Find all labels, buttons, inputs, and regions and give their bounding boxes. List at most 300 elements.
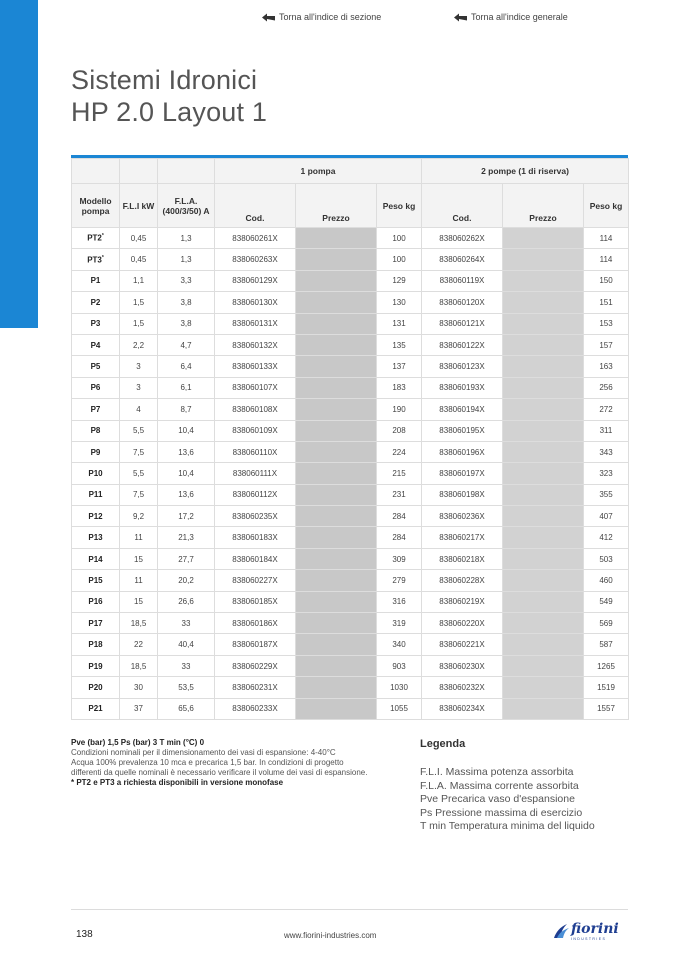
code-double-cell — [422, 506, 503, 527]
fla-cell — [158, 377, 215, 398]
weight-single-cell-text: 279 — [392, 575, 406, 585]
weight-double-cell — [584, 399, 629, 420]
weight-single-cell — [377, 420, 422, 441]
price-single-cell — [296, 249, 377, 270]
price-single-cell — [296, 527, 377, 548]
code-single-cell-text: 838060111X — [232, 468, 278, 478]
code-double-cell-text: 838060220X — [439, 618, 485, 628]
code-single-cell-text: 838060263X — [232, 255, 278, 265]
code-double-cell — [422, 270, 503, 291]
code-double-cell — [422, 334, 503, 355]
fla-cell-text: 20,2 — [178, 575, 194, 585]
price-double-cell — [503, 228, 584, 249]
weight-double-cell-text: 1557 — [597, 704, 615, 714]
weight-single-cell — [377, 634, 422, 655]
code-double-cell — [422, 655, 503, 676]
code-double-cell — [422, 313, 503, 334]
page-title-line2: HP 2.0 Layout 1 — [71, 97, 268, 127]
code-single-cell — [215, 613, 296, 634]
fla-cell-text: 3,8 — [180, 319, 192, 329]
code-double-cell — [422, 441, 503, 462]
fla-cell-text: 3,3 — [180, 276, 192, 286]
page-title-line1: Sistemi Idronici — [71, 65, 258, 95]
weight-single-cell-text: 100 — [392, 255, 406, 265]
fli-cell — [120, 313, 158, 334]
fli-cell — [120, 292, 158, 313]
table-row — [72, 655, 629, 676]
fla-cell-text: 6,1 — [180, 383, 192, 393]
model-cell-text: PT2 — [87, 234, 102, 244]
fla-cell — [158, 548, 215, 569]
weight-single-cell-text: 137 — [392, 362, 406, 372]
weight-double-cell — [584, 228, 629, 249]
table-row — [72, 313, 629, 334]
model-cell-text: PT3 — [87, 255, 102, 265]
model-cell-text: P15 — [88, 575, 103, 585]
price-single-cell — [296, 334, 377, 355]
fli-cell — [120, 548, 158, 569]
price-double-cell — [503, 698, 584, 719]
price-single-cell — [296, 698, 377, 719]
weight-double-cell — [584, 377, 629, 398]
table-row — [72, 698, 629, 719]
code-single-cell-text: 838060110X — [232, 447, 278, 457]
legend-item: F.L.A. Massima corrente assorbita — [420, 779, 579, 792]
weight-double-cell — [584, 613, 629, 634]
fli-cell-text: 0,45 — [130, 255, 147, 265]
fli-cell-text: 11 — [134, 575, 143, 585]
code-double-cell-text: 838060230X — [439, 661, 485, 671]
code-single-cell-text: 838060186X — [232, 618, 278, 628]
fla-cell-text: 1,3 — [180, 233, 192, 243]
price-double-cell — [503, 548, 584, 569]
fli-cell — [120, 399, 158, 420]
fli-cell-text: 3 — [136, 362, 141, 372]
code-single-cell — [215, 441, 296, 462]
pump-table — [71, 158, 629, 720]
fla-cell-text: 65,6 — [178, 704, 194, 714]
weight-double-cell-text: 407 — [599, 511, 613, 521]
price-double-cell — [503, 399, 584, 420]
weight-single-cell-text: 316 — [392, 597, 406, 607]
price-single-cell — [296, 356, 377, 377]
fli-cell — [120, 613, 158, 634]
price-double-cell — [503, 677, 584, 698]
fla-cell — [158, 399, 215, 420]
code-single-cell — [215, 506, 296, 527]
code-single-cell — [215, 634, 296, 655]
price-single-cell — [296, 677, 377, 698]
weight-double-cell — [584, 249, 629, 270]
fla-cell — [158, 249, 215, 270]
model-cell — [72, 441, 120, 462]
fli-cell — [120, 527, 158, 548]
price-double-cell — [503, 313, 584, 334]
price-single-cell — [296, 591, 377, 612]
pump-table-container — [71, 155, 628, 720]
code-single-cell — [215, 228, 296, 249]
fli-cell — [120, 591, 158, 612]
weight-double-cell-text: 114 — [599, 233, 613, 243]
group-header-single: 1 pompa — [215, 159, 422, 184]
footnote-marker: * — [101, 233, 104, 240]
code-single-cell-text: 838060261X — [232, 233, 278, 243]
code-double-cell — [422, 399, 503, 420]
code-double-cell-text: 838060264X — [439, 255, 485, 265]
fla-cell — [158, 591, 215, 612]
code-double-cell-text: 838060219X — [439, 597, 485, 607]
blank-header — [72, 159, 120, 184]
weight-double-cell-text: 355 — [599, 490, 613, 500]
model-cell — [72, 270, 120, 291]
model-cell-text: P7 — [90, 404, 101, 414]
table-row — [72, 463, 629, 484]
fla-cell — [158, 655, 215, 676]
weight-double-cell — [584, 270, 629, 291]
fla-cell-text: 17,2 — [178, 511, 194, 521]
weight-double-cell-text: 343 — [599, 447, 613, 457]
weight-single-cell — [377, 655, 422, 676]
blank-header — [158, 159, 215, 184]
code-double-cell-text: 838060120X — [439, 297, 485, 307]
table-row — [72, 484, 629, 505]
table-row — [72, 356, 629, 377]
weight-single-cell — [377, 506, 422, 527]
code-double-cell-text: 838060197X — [439, 468, 485, 478]
fli-cell — [120, 484, 158, 505]
fla-cell-text: 27,7 — [178, 554, 194, 564]
model-cell-text: P9 — [90, 447, 101, 457]
table-row — [72, 270, 629, 291]
col-header-price: Prezzo — [503, 184, 584, 228]
model-cell-text: P13 — [88, 533, 103, 543]
price-single-cell — [296, 441, 377, 462]
model-cell-text: P3 — [90, 319, 101, 329]
fli-cell — [120, 356, 158, 377]
fli-cell — [120, 463, 158, 484]
weight-single-cell — [377, 441, 422, 462]
section-color-bar — [0, 0, 38, 328]
fli-cell-text: 7,5 — [132, 490, 145, 500]
back-arrow-icon — [454, 13, 467, 22]
weight-double-cell-text: 163 — [599, 362, 613, 372]
col-header-fla: F.L.A. (400/3/50) A — [158, 184, 215, 228]
code-single-cell-text: 838060129X — [232, 276, 278, 286]
weight-single-cell-text: 284 — [392, 533, 406, 543]
weight-single-cell-text: 1055 — [390, 704, 408, 714]
table-row — [72, 613, 629, 634]
code-single-cell — [215, 377, 296, 398]
fli-cell — [120, 270, 158, 291]
fla-cell-text: 40,4 — [178, 640, 194, 650]
weight-single-cell-text: 215 — [392, 468, 406, 478]
fla-cell-text: 33 — [181, 618, 191, 628]
fla-cell-text: 6,4 — [180, 362, 192, 372]
price-single-cell — [296, 506, 377, 527]
code-double-cell — [422, 570, 503, 591]
weight-single-cell-text: 340 — [392, 640, 406, 650]
code-double-cell-text: 838060236X — [439, 511, 485, 521]
weight-double-cell — [584, 570, 629, 591]
code-double-cell-text: 838060198X — [439, 490, 485, 500]
weight-single-cell — [377, 228, 422, 249]
price-single-cell — [296, 270, 377, 291]
code-double-cell — [422, 634, 503, 655]
fli-cell-text: 5,5 — [132, 426, 145, 436]
price-double-cell — [503, 420, 584, 441]
price-single-cell — [296, 548, 377, 569]
price-single-cell — [296, 613, 377, 634]
table-row — [72, 334, 629, 355]
legend-item: Ps Pressione massima di esercizio — [420, 806, 583, 819]
weight-double-cell-text: 1265 — [597, 661, 615, 671]
weight-single-cell-text: 183 — [392, 383, 406, 393]
weight-double-cell-text: 412 — [599, 533, 613, 543]
price-single-cell — [296, 313, 377, 334]
fla-cell-text: 8,7 — [180, 404, 192, 414]
legend-title: Legenda — [420, 738, 466, 750]
footnote-marker: * — [101, 254, 104, 261]
fla-cell — [158, 570, 215, 591]
price-double-cell — [503, 463, 584, 484]
price-single-cell — [296, 634, 377, 655]
code-single-cell-text: 838060183X — [232, 533, 278, 543]
fli-cell-text: 11 — [134, 533, 143, 543]
fla-cell — [158, 420, 215, 441]
weight-single-cell — [377, 698, 422, 719]
code-double-cell-text: 838060232X — [439, 682, 485, 692]
fla-cell — [158, 527, 215, 548]
code-double-cell-text: 838060217X — [439, 533, 485, 543]
price-double-cell — [503, 484, 584, 505]
code-single-cell-text: 838060229X — [232, 661, 278, 671]
code-single-cell — [215, 655, 296, 676]
weight-double-cell-text: 549 — [599, 597, 613, 607]
weight-single-cell-text: 129 — [392, 276, 406, 286]
fla-cell — [158, 441, 215, 462]
code-single-cell — [215, 463, 296, 484]
legend-item: Pve Precarica vaso d'espansione — [420, 793, 575, 806]
section-index-label: Torna all'indice di sezione — [279, 12, 382, 22]
table-row — [72, 249, 629, 270]
weight-single-cell — [377, 313, 422, 334]
code-double-cell — [422, 292, 503, 313]
model-cell — [72, 377, 120, 398]
page-title — [71, 64, 267, 128]
weight-single-cell-text: 208 — [392, 426, 406, 436]
fli-cell — [120, 228, 158, 249]
model-cell — [72, 228, 120, 249]
code-double-cell — [422, 356, 503, 377]
weight-double-cell-text: 157 — [599, 340, 613, 350]
fla-cell — [158, 463, 215, 484]
price-single-cell — [296, 570, 377, 591]
fli-cell — [120, 377, 158, 398]
fla-cell-text: 10,4 — [178, 426, 194, 436]
logo-wordmark: fiorini — [571, 921, 619, 937]
price-double-cell — [503, 249, 584, 270]
code-double-cell-text: 838060218X — [439, 554, 485, 564]
code-single-cell-text: 838060133X — [232, 362, 278, 372]
weight-double-cell-text: 587 — [599, 640, 613, 650]
fla-cell — [158, 334, 215, 355]
fla-cell — [158, 228, 215, 249]
model-cell — [72, 334, 120, 355]
code-single-cell-text: 838060184X — [232, 554, 278, 564]
model-cell — [72, 292, 120, 313]
fli-cell-text: 37 — [134, 704, 143, 714]
code-single-cell-text: 838060132X — [232, 340, 278, 350]
code-single-cell — [215, 292, 296, 313]
fla-cell-text: 1,3 — [180, 255, 192, 265]
weight-double-cell — [584, 698, 629, 719]
price-single-cell — [296, 399, 377, 420]
fli-cell — [120, 698, 158, 719]
table-row — [72, 420, 629, 441]
code-single-cell-text: 838060185X — [232, 597, 278, 607]
legend — [420, 738, 650, 834]
model-cell — [72, 249, 120, 270]
code-single-cell — [215, 249, 296, 270]
price-single-cell — [296, 484, 377, 505]
website-link[interactable]: www.fiorini-industries.com — [284, 931, 377, 940]
fla-cell — [158, 506, 215, 527]
code-single-cell — [215, 527, 296, 548]
model-cell-text: P4 — [90, 340, 101, 350]
model-cell-text: P18 — [88, 640, 103, 650]
code-double-cell-text: 838060123X — [439, 362, 485, 372]
price-single-cell — [296, 420, 377, 441]
code-single-cell — [215, 548, 296, 569]
model-cell — [72, 506, 120, 527]
weight-double-cell-text: 256 — [599, 383, 613, 393]
code-single-cell-text: 838060187X — [232, 640, 278, 650]
model-cell — [72, 484, 120, 505]
price-double-cell — [503, 356, 584, 377]
table-row — [72, 228, 629, 249]
fiorini-logo — [552, 922, 619, 941]
code-double-cell — [422, 377, 503, 398]
code-single-cell-text: 838060130X — [232, 297, 278, 307]
weight-double-cell-text: 272 — [599, 404, 613, 414]
weight-double-cell — [584, 463, 629, 484]
price-double-cell — [503, 613, 584, 634]
model-cell — [72, 527, 120, 548]
price-single-cell — [296, 463, 377, 484]
code-single-cell-text: 838060109X — [232, 426, 278, 436]
fla-cell — [158, 634, 215, 655]
fla-cell — [158, 677, 215, 698]
weight-double-cell-text: 114 — [599, 255, 613, 265]
fli-cell-text: 15 — [134, 554, 143, 564]
weight-single-cell-text: 284 — [392, 511, 406, 521]
section-index-link[interactable] — [262, 12, 381, 22]
weight-double-cell-text: 311 — [599, 426, 613, 436]
model-cell — [72, 463, 120, 484]
price-double-cell — [503, 506, 584, 527]
price-double-cell — [503, 655, 584, 676]
code-single-cell — [215, 356, 296, 377]
weight-double-cell — [584, 420, 629, 441]
general-index-link[interactable] — [454, 12, 568, 22]
weight-double-cell-text: 569 — [599, 618, 613, 628]
weight-single-cell-text: 1030 — [390, 682, 408, 692]
table-row — [72, 377, 629, 398]
code-double-cell-text: 838060221X — [439, 640, 485, 650]
fli-cell — [120, 334, 158, 355]
model-cell-text: P14 — [88, 554, 103, 564]
model-cell-text: P1 — [90, 276, 101, 286]
code-single-cell-text: 838060112X — [232, 490, 278, 500]
model-cell-text: P10 — [88, 468, 103, 478]
weight-single-cell-text: 130 — [392, 297, 406, 307]
weight-double-cell — [584, 677, 629, 698]
code-single-cell-text: 838060231X — [232, 682, 278, 692]
fla-cell-text: 4,7 — [180, 340, 192, 350]
code-double-cell — [422, 591, 503, 612]
blank-header — [120, 159, 158, 184]
code-double-cell-text: 838060234X — [439, 704, 485, 714]
price-double-cell — [503, 591, 584, 612]
code-double-cell — [422, 249, 503, 270]
note-line-2: Acqua 100% prevalenza 10 mca e precarica 1,5 bar. In condizioni di progetto differenti da quelle nominali è necessario verificare il volume dei vasi di espansione. — [71, 758, 368, 777]
code-single-cell — [215, 698, 296, 719]
table-row — [72, 548, 629, 569]
col-header-code: Cod. — [215, 184, 296, 228]
code-double-cell — [422, 463, 503, 484]
weight-single-cell — [377, 270, 422, 291]
fla-cell-text: 33 — [181, 661, 191, 671]
group-header-double: 2 pompe (1 di riserva) — [422, 159, 629, 184]
fli-cell-text: 0,45 — [130, 233, 147, 243]
price-single-cell — [296, 377, 377, 398]
code-double-cell — [422, 228, 503, 249]
weight-double-cell-text: 1519 — [597, 682, 615, 692]
code-double-cell-text: 838060262X — [439, 233, 485, 243]
price-double-cell — [503, 334, 584, 355]
fli-cell — [120, 506, 158, 527]
table-row — [72, 591, 629, 612]
fli-cell-text: 1,5 — [132, 319, 145, 329]
fla-cell — [158, 698, 215, 719]
weight-double-cell — [584, 484, 629, 505]
weight-double-cell — [584, 292, 629, 313]
fli-cell-text: 1,5 — [132, 297, 145, 307]
price-double-cell — [503, 270, 584, 291]
fla-cell-text: 21,3 — [178, 533, 194, 543]
code-single-cell — [215, 591, 296, 612]
code-single-cell — [215, 420, 296, 441]
weight-single-cell — [377, 334, 422, 355]
weight-double-cell — [584, 527, 629, 548]
model-cell — [72, 570, 120, 591]
weight-single-cell — [377, 591, 422, 612]
model-cell-text: P17 — [88, 618, 103, 628]
weight-single-cell-text: 131 — [392, 319, 406, 329]
code-double-cell — [422, 420, 503, 441]
code-double-cell — [422, 613, 503, 634]
code-double-cell-text: 838060196X — [439, 447, 485, 457]
fli-cell — [120, 420, 158, 441]
fla-cell — [158, 313, 215, 334]
model-cell — [72, 613, 120, 634]
weight-single-cell — [377, 377, 422, 398]
page-number: 138 — [76, 929, 93, 940]
weight-double-cell — [584, 334, 629, 355]
weight-single-cell-text: 224 — [392, 447, 406, 457]
weight-single-cell-text: 100 — [392, 233, 406, 243]
weight-single-cell-text: 190 — [392, 404, 406, 414]
